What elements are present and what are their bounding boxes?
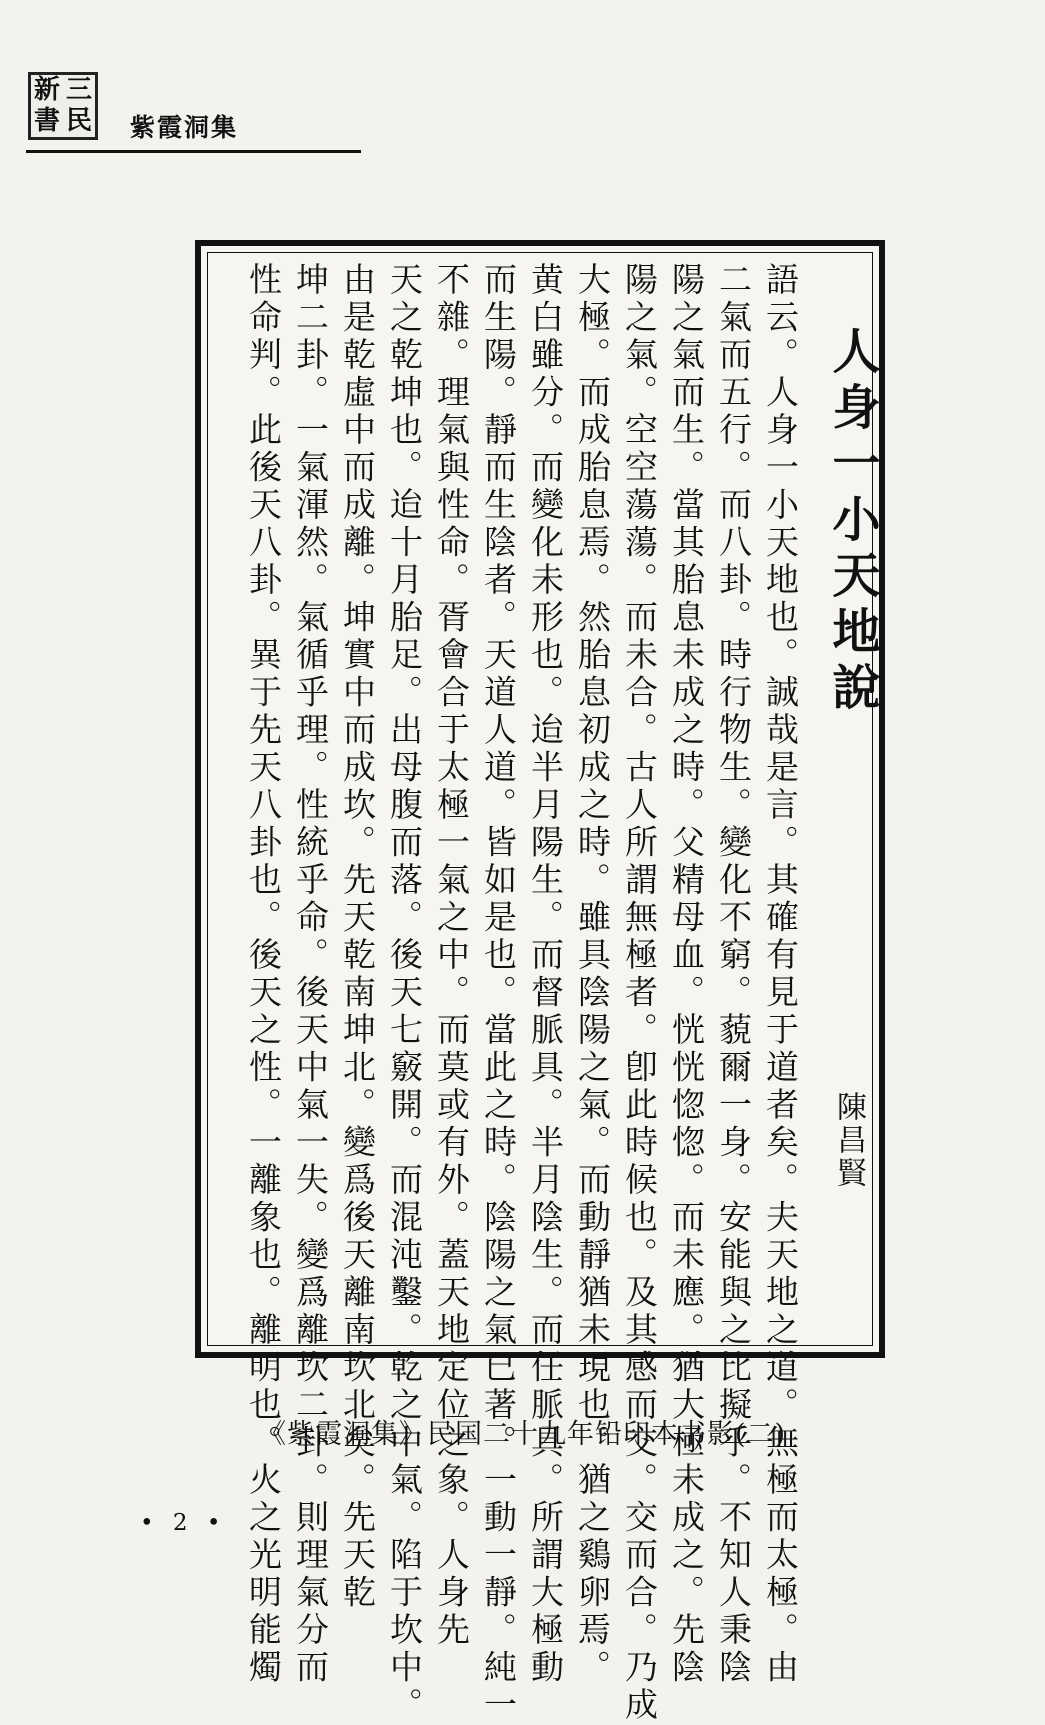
seal-char: 民 bbox=[65, 106, 92, 136]
text-column-4: 陽之氣。空空蕩蕩。而未合。古人所謂無極者。卽此時候也。及其感而交。交而合。乃成 bbox=[620, 262, 659, 1725]
seal-char: 新 bbox=[33, 75, 60, 105]
essay-title: 人身一小天地說 bbox=[824, 326, 880, 718]
text-column-7: 而生陽。靜而生陰者。天道人道。皆如是也。當此之時。陰陽之氣已著。一動一靜。純一 bbox=[479, 262, 518, 1725]
text-column-11: 坤二卦。一氣渾然。氣循乎理。性統乎命。後天中氣一失。變爲離坎二卦。則理氣分而 bbox=[291, 262, 330, 1687]
text-column-6: 黄白雖分。而變化未形也。迨半月陽生。而督脈具。半月陰生。而任脈具。所謂大極動 bbox=[526, 262, 565, 1687]
page-number: • 2 • bbox=[140, 1510, 227, 1536]
text-column-9: 天之乾坤也。迨十月胎足。出母腹而落。後天七竅開。而混沌鑿。乾之中氣。陷于坎中。 bbox=[385, 262, 424, 1725]
seal-char: 三 bbox=[65, 75, 92, 105]
text-column-1: 語云。人身一小天地也。誠哉是言。其確有見于道者矣。夫天地之道。無極而太極。由 bbox=[761, 262, 800, 1687]
text-column-10: 由是乾虛中而成離。坤實中而成坎。先天乾南坤北。變爲後天離南坎北矣。先天乾 bbox=[338, 262, 377, 1612]
seal-char: 書 bbox=[33, 106, 60, 136]
figure-caption: 《紫霞洞集》民国二十九年铅印本书影(二) bbox=[258, 1419, 787, 1450]
header-rule bbox=[26, 150, 361, 153]
text-column-3: 陽之氣而生。當其胎息未成之時。父精母血。恍恍惚惚。而未應。猶大極未成之。先陰 bbox=[667, 262, 706, 1687]
essay-author: 陳昌賢 bbox=[831, 1091, 866, 1190]
text-column-5: 大極。而成胎息焉。然胎息初成之時。雖具陰陽之氣。而動靜猶未現也。猶之鷄卵焉。 bbox=[573, 262, 612, 1687]
text-column-2: 二氣而五行。而八卦。時行物生。變化不窮。藐爾一身。安能與之比擬乎。不知人秉陰 bbox=[714, 262, 753, 1687]
text-column-8: 不雜。理氣與性命。胥會合于太極一氣之中。而莫或有外。蓋天地定位之象。人身先 bbox=[432, 262, 471, 1650]
book-title: 紫霞洞集 bbox=[130, 113, 239, 142]
seal-stamp bbox=[28, 72, 98, 140]
text-column-12: 性命判。此後天八卦。異于先天八卦也。後天之性。一離象也。離明也。火之光明能燭 bbox=[244, 262, 283, 1687]
